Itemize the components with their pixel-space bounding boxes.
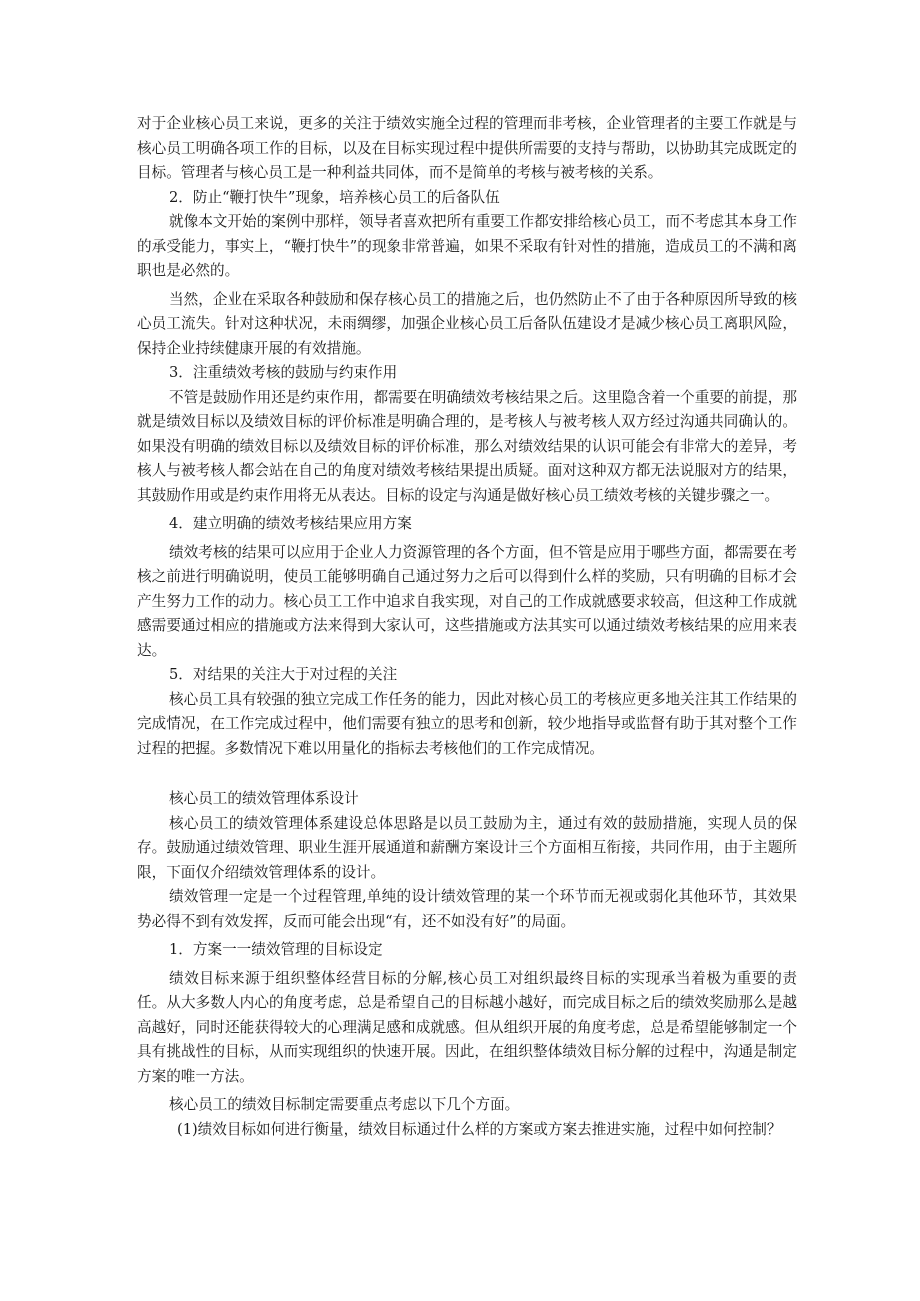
heading-2: 2．防止“鞭打快牛”现象，培养核心员工的后备队伍 [169,188,500,206]
heading-3: 3．注重绩效考核的鼓励与约束作用 [169,364,398,381]
heading-4: 4．建立明确的绩效考核结果应用方案 [169,515,412,532]
paragraph-process-management: 绩效管理一定是一个过程管理,单纯的设计绩效管理的某一个环节而无视或弱化其他环节，其效果势必得不到有效发挥，反而可能会出现“有，还不如没有好”的局面。 [137,888,797,930]
list-item-1: (1)绩效目标如何进行衡量，绩效目标通过什么样的方案或方案去推进实施，过程中如何控制？ [177,1120,782,1138]
paragraph-goal-aspects: 核心员工的绩效目标制定需要重点考虑以下几个方面。 [169,1096,520,1113]
paragraph-result-application: 绩效考核的结果可以应用于企业人力资源管理的各个方面，但不管是应用于哪些方面，都需要在考核之前进行明确说明，使员工能够明确自己通过努力之后可以得到什么样的奖励，只有明确的目标才会产生努力工作的动力。核心员工工作中追求自我实现，对自己的工作成就感要求较高，但这种工作成就感需要通过相应的措施或方法来得到大家认可，这些措施或方法其实可以通过绩效考核结果的应用来表达。 [137,543,797,659]
paragraph-fast-ox: 就像本文开始的案例中那样，领导者喜欢把所有重要工作都安排给核心员工，而不考虑其本身工作的承受能力，事实上，“鞭打快牛”的现象非常普遍，如果不采取有针对性的措施，造成员工的不满和离职也是必然的。 [137,213,797,279]
heading-plan-1: 1．方案一一绩效管理的目标设定 [169,941,383,958]
paragraph-result-focus: 核心员工具有较强的独立完成工作任务的能力，因此对核心员工的考核应更多地关注其工作结果的完成情况，在工作完成过程中，他们需要有独立的思考和创新，较少地指导或监督有助于其对整个工作过程的把握。多数情况下难以用量化的指标去考核他们的工作完成情况。 [137,690,797,757]
paragraph-goal-source: 绩效目标来源于组织整体经营目标的分解,核心员工对组织最终目标的实现承当着极为重要的责任。从大多数人内心的角度考虑，总是希望自己的目标越小越好，而完成目标之后的绩效奖励那么是越高越好，同时还能获得较大的心理满足感和成就感。但从组织开展的角度考虑，总是希望能够制定一个具有挑战性的目标，从而实现组织的快速开展。因此，在组织整体绩效目标分解的过程中，沟通是制定方案的唯一方法。 [137,969,797,1085]
document-body [137,112,797,1142]
paragraph-incentive-constraint: 不管是鼓励作用还是约束作用，都需要在明确绩效考核结果之后。这里隐含着一个重要的前提，那就是绩效目标以及绩效目标的评价标准是明确合理的，是考核人与被考核人双方经过沟通共同确认的。如果没有明确的绩效目标以及绩效目标的评价标准，那么对绩效结果的认识可能会有非常大的差异，考核人与被考核人都会站在自己的角度对绩效考核结果提出质疑。面对这种双方都无法说服对方的结果，其鼓励作用或是约束作用将无从表达。目标的设定与沟通是做好核心员工绩效考核的关键步骤之一。 [137,388,797,504]
paragraph-backup-team: 当然，企业在采取各种鼓励和保存核心员工的措施之后，也仍然防止不了由于各种原因所导致的核心员工流失。针对这种状况，未雨绸缪，加强企业核心员工后备队伍建设才是减少核心员工离职风险，保持企业持续健康开展的有效措施。 [137,290,797,357]
paragraph-intro: 对于企业核心员工来说，更多的关注于绩效实施全过程的管理而非考核，企业管理者的主要工作就是与核心员工明确各项工作的目标，以及在目标实现过程中提供所需要的支持与帮助，以协助其完成既定的目标。管理者与核心员工是一种利益共同体，而不是简单的考核与被考核的关系。 [137,115,797,181]
section-title-system-design: 核心员工的绩效管理体系设计 [169,790,359,807]
paragraph-system-overview: 核心员工的绩效管理体系建设总体思路是以员工鼓励为主，通过有效的鼓励措施，实现人员的保存。鼓励通过绩效管理、职业生涯开展通道和薪酬方案设计三个方面相互衔接，共同作用，由于主题所限，下面仅介绍绩效管理体系的设计。 [137,814,797,881]
heading-5: 5．对结果的关注大于对过程的关注 [169,666,398,683]
